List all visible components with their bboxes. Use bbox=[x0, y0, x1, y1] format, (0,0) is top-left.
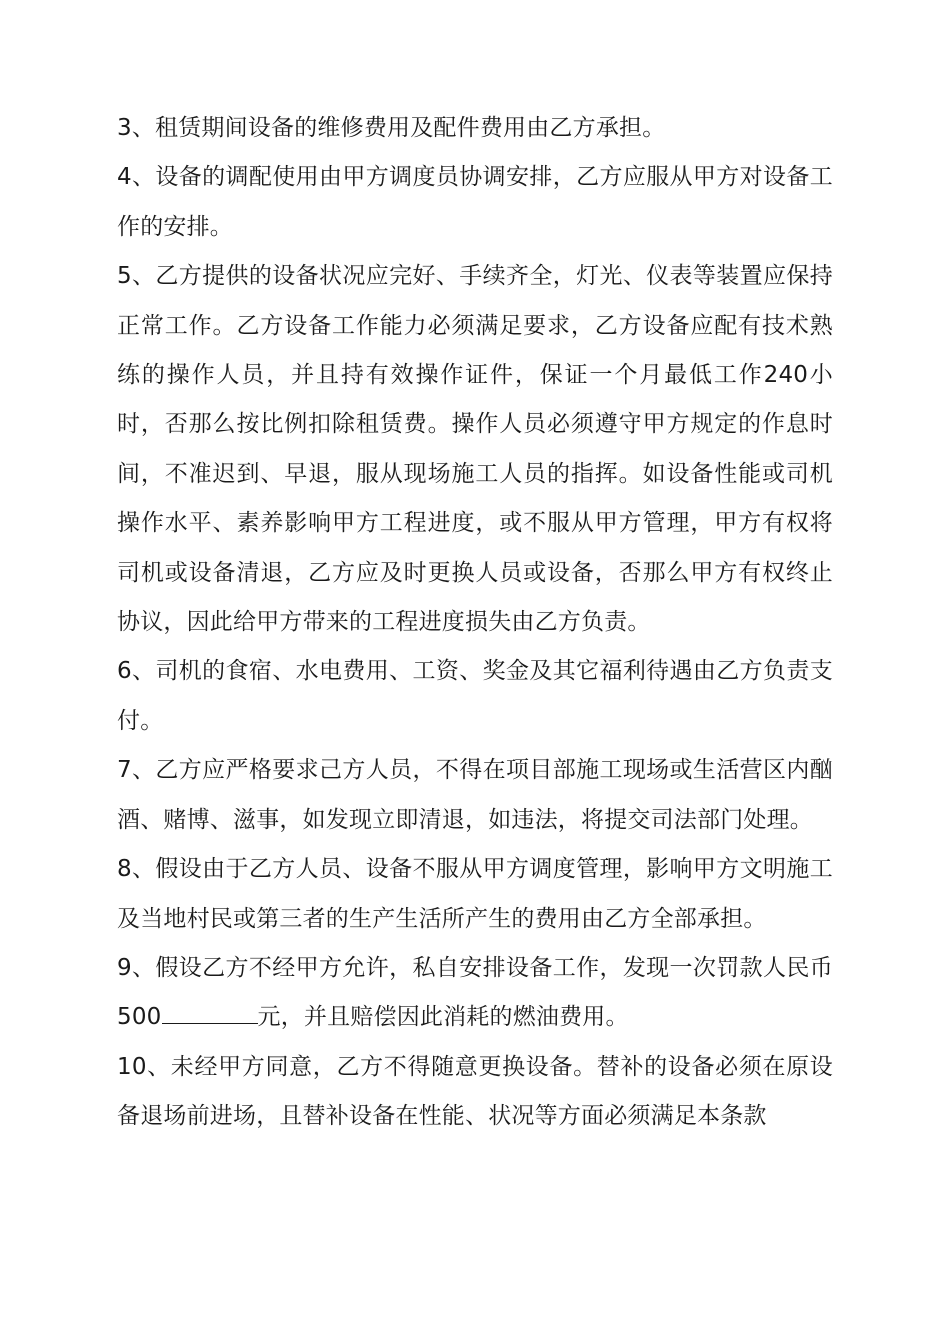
clause-9-text-after: 元，并且赔偿因此消耗的燃油费用。 bbox=[257, 1004, 629, 1031]
clause-7: 7、乙方应严格要求己方人员，不得在项目部施工现场或生活营区内酗酒、赌博、滋事，如发现立即清退，如违法，将提交司法部门处理。 bbox=[117, 757, 833, 833]
fill-in-blank bbox=[162, 1022, 258, 1024]
clause-4: 4、设备的调配使用由甲方调度员协调安排，乙方应服从甲方对设备工作的安排。 bbox=[117, 164, 833, 240]
clause-5: 5、乙方提供的设备状况应完好、手续齐全，灯光、仪表等装置应保持正常工作。乙方设备工作能力必须满足要求，乙方设备应配有技术熟练的操作人员，并且持有效操作证件，保证一个月最低工作240小时，否那么按比例扣除租赁费。操作人员必须遵守甲方规定的作息时间，不准迟到、早退，服从现场施工人员的指挥。如设备性能或司机操作水平、素养影响甲方工程进度，或不服从甲方管理，甲方有权将司机或设备清退，乙方应及时更换人员或设备，否那么甲方有权终止协议，因此给甲方带来的工程进度损失由乙方负责。 bbox=[117, 263, 833, 636]
clause-6: 6、司机的食宿、水电费用、工资、奖金及其它福利待遇由乙方负责支付。 bbox=[117, 658, 833, 734]
document-body bbox=[117, 104, 833, 1142]
clause-9-text-before: 9、假设乙方不经甲方允许，私自安排设备工作，发现一次罚款人民币500 bbox=[117, 954, 833, 1031]
clause-9 bbox=[117, 944, 833, 1043]
clause-8: 8、假设由于乙方人员、设备不服从甲方调度管理，影响甲方文明施工及当地村民或第三者的生产生活所产生的费用由乙方全部承担。 bbox=[117, 856, 833, 932]
clause-3: 3、租赁期间设备的维修费用及配件费用由乙方承担。 bbox=[117, 115, 666, 141]
clause-10: 10、未经甲方同意，乙方不得随意更换设备。替补的设备必须在原设备退场前进场，且替补设备在性能、状况等方面必须满足本条款 bbox=[117, 1053, 833, 1130]
